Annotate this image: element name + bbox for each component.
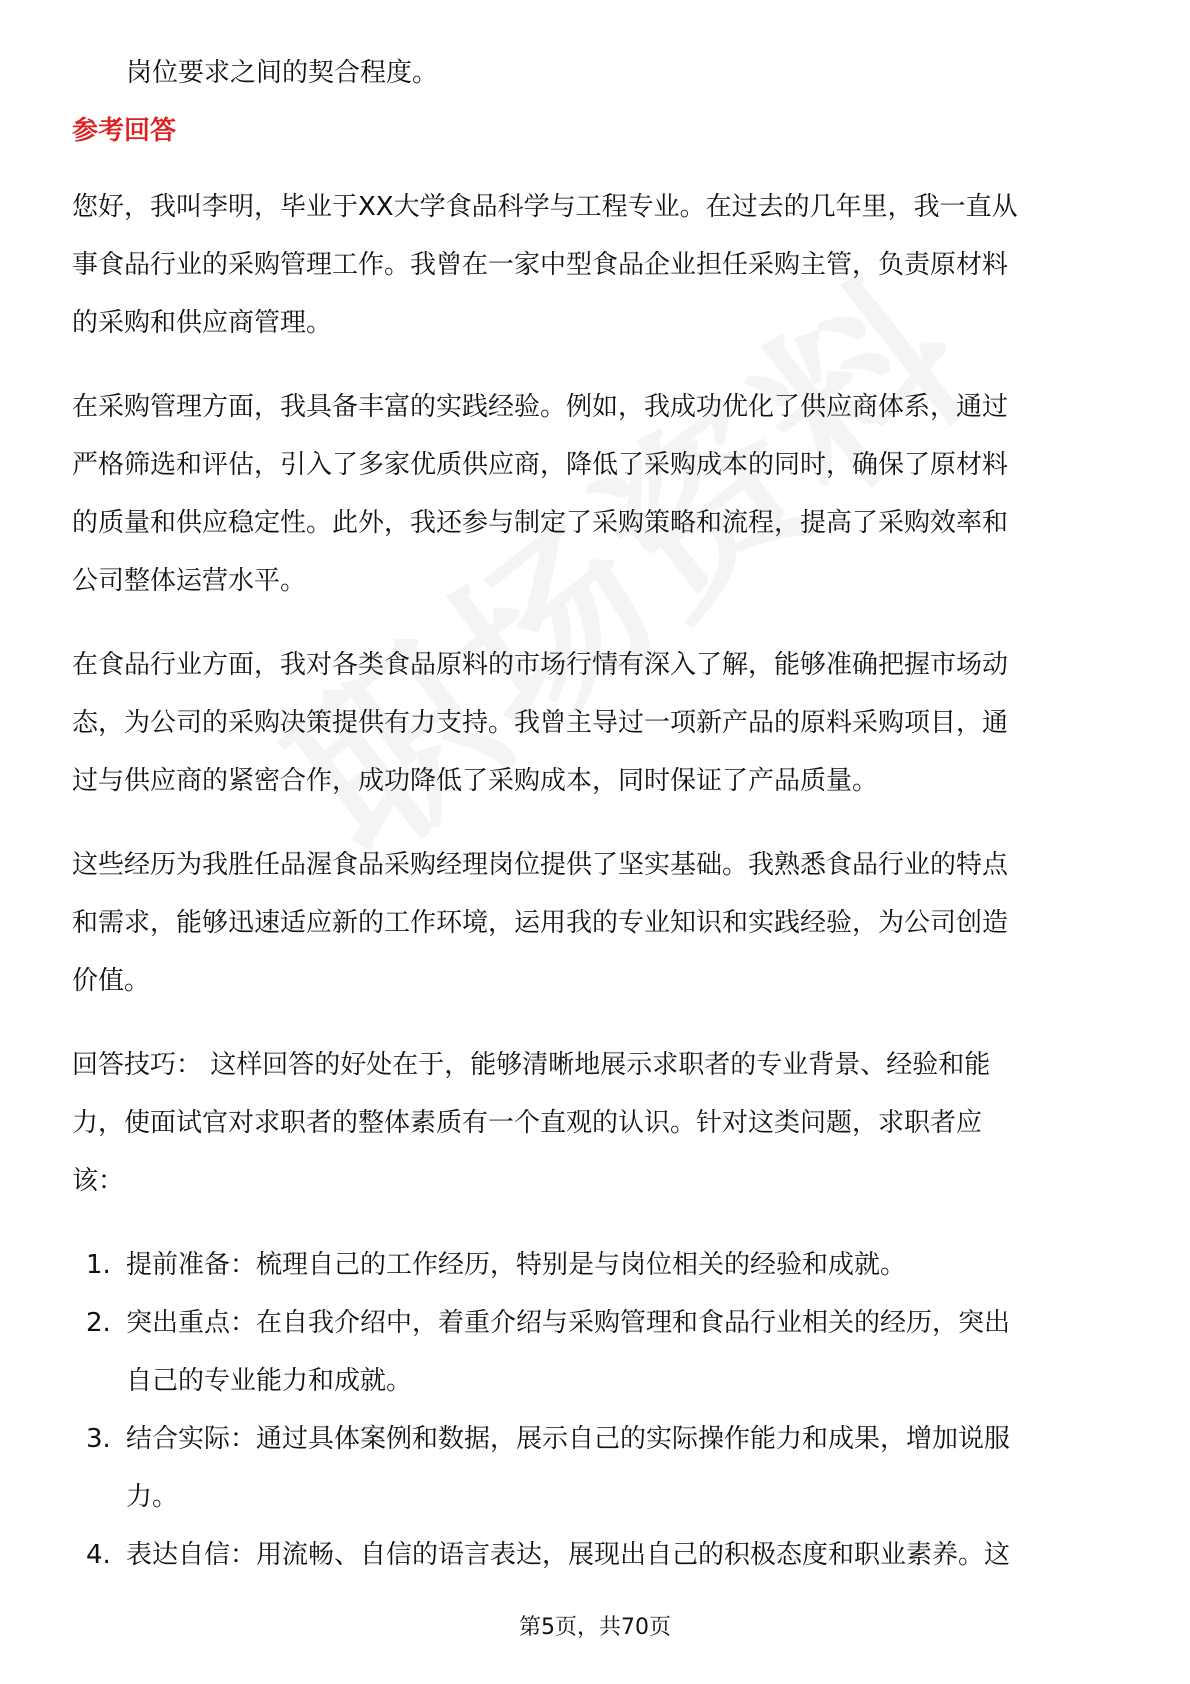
list-item-line: 突出重点：在自我介绍中，着重介绍与采购管理和食品行业相关的经历，突出: [126, 1308, 1011, 1338]
paragraph-line: 价值。: [72, 966, 151, 996]
list-number: 3.: [86, 1424, 111, 1454]
paragraph-1: [72, 178, 1122, 352]
paragraph-line: 事食品行业的采购管理工作。我曾在一家中型食品企业担任采购主管，负责原材料: [72, 250, 1009, 280]
paragraph-line: 您好，我叫李明，毕业于XX大学食品科学与工程专业。在过去的几年里，我一直从: [72, 192, 1018, 222]
paragraph-line: 的质量和供应稳定性。此外，我还参与制定了采购策略和流程，提高了采购效率和: [72, 508, 1009, 538]
paragraph-line: 这些经历为我胜任品渥食品采购经理岗位提供了坚实基础。我熟悉食品行业的特点: [72, 850, 1009, 880]
answer-tips-paragraph: [72, 1036, 1122, 1210]
page-content: [72, 44, 1122, 1584]
paragraph-line: 该：: [72, 1166, 125, 1196]
list-item-line: 表达自信：用流畅、自信的语言表达，展现出自己的积极态度和职业素养。这: [126, 1540, 1011, 1570]
page-number-footer: 第5页，共70页: [519, 1615, 671, 1640]
list-item: [72, 1236, 1122, 1294]
paragraph-3: [72, 636, 1122, 810]
list-item-line: 提前准备：梳理自己的工作经历，特别是与岗位相关的经验和成就。: [126, 1250, 907, 1280]
paragraph-line: 力，使面试官对求职者的整体素质有一个直观的认识。针对这类问题，求职者应: [72, 1108, 983, 1138]
paragraph-line: 和需求，能够迅速适应新的工作环境，运用我的专业知识和实践经验，为公司创造: [72, 908, 1009, 938]
list-item-line: 自己的专业能力和成就。: [126, 1366, 413, 1396]
paragraph-line: 在采购管理方面，我具备丰富的实践经验。例如，我成功优化了供应商体系，通过: [72, 392, 1009, 422]
list-number: 4.: [86, 1540, 111, 1570]
paragraph-line: 在食品行业方面，我对各类食品原料的市场行情有深入了解，能够准确把握市场动: [72, 650, 1009, 680]
paragraph-line: 回答技巧： 这样回答的好处在于，能够清晰地展示求职者的专业背景、经验和能: [72, 1050, 991, 1080]
list-number: 1.: [86, 1250, 111, 1280]
tips-list: [72, 1236, 1122, 1584]
paragraph-line: 的采购和供应商管理。: [72, 308, 333, 338]
list-item: [72, 1410, 1122, 1526]
list-number: 2.: [86, 1308, 111, 1338]
paragraph-line: 公司整体运营水平。: [72, 566, 307, 596]
section-title: 参考回答: [72, 116, 177, 146]
list-item-line: 结合实际：通过具体案例和数据，展示自己的实际操作能力和成果，增加说服: [126, 1424, 1011, 1454]
paragraph-line: 严格筛选和评估，引入了多家优质供应商，降低了采购成本的同时，确保了原材料: [72, 450, 1009, 480]
list-item-line: 力。: [126, 1482, 179, 1512]
paragraph-2: [72, 378, 1122, 610]
paragraph-line: 态，为公司的采购决策提供有力支持。我曾主导过一项新产品的原料采购项目，通: [72, 708, 1009, 738]
paragraph-line: 过与供应商的紧密合作，成功降低了采购成本，同时保证了产品质量。: [72, 766, 879, 796]
list-item: [72, 1526, 1122, 1584]
paragraph-4: [72, 836, 1122, 1010]
intro-continuation-line: 岗位要求之间的契合程度。: [126, 58, 439, 88]
list-item: [72, 1294, 1122, 1410]
